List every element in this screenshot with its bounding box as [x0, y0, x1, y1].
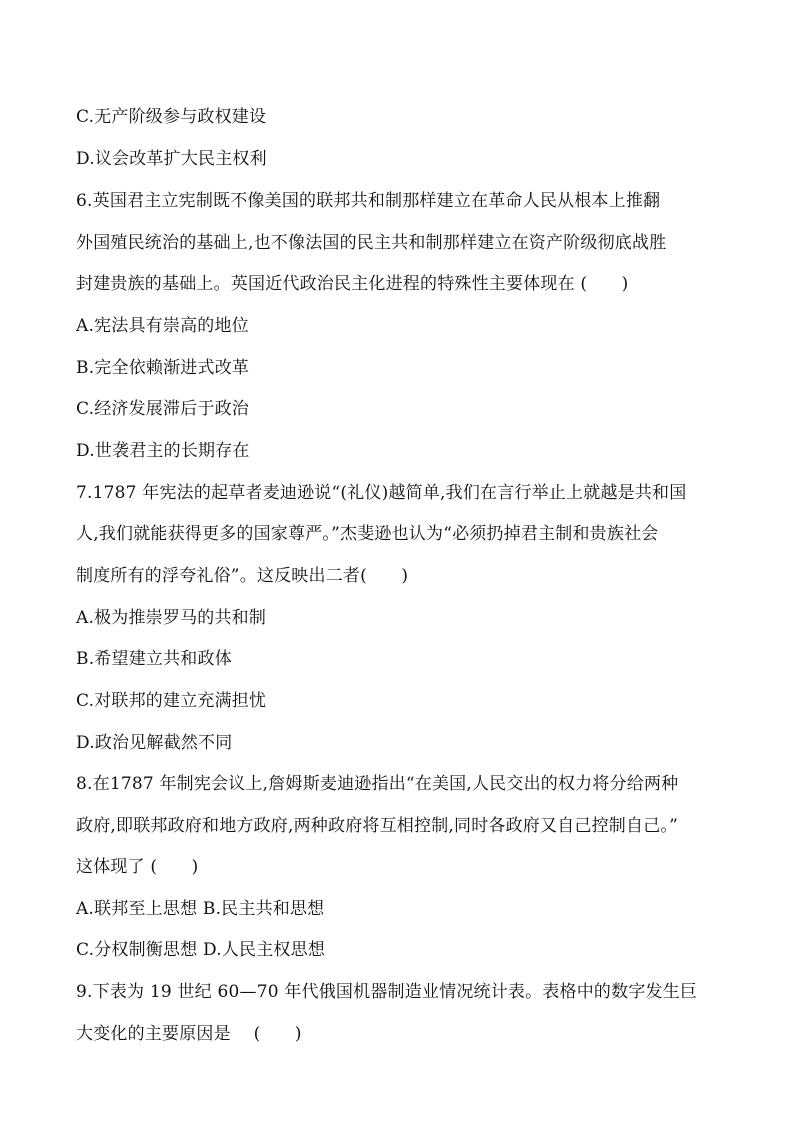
q8-options-ab: A.联邦至上思想 B.民主共和思想	[76, 899, 325, 919]
q6-option-d: D.世袭君主的长期存在	[76, 441, 250, 461]
q6-option-c: C.经济发展滞后于政治	[76, 399, 250, 419]
q8-options-cd: C.分权制衡思想 D.人民主权思想	[76, 940, 326, 960]
q9-stem-line-2: 大变化的主要原因是 ( )	[76, 1024, 302, 1044]
q6-stem-line-3: 封建贵族的基础上。英国近代政治民主化进程的特殊性主要体现在 ( )	[76, 274, 629, 294]
q7-option-b: B.希望建立共和政体	[76, 649, 232, 669]
q5-option-c: C.无产阶级参与政权建设	[76, 107, 267, 127]
q7-stem-line-2: 人,我们就能获得更多的国家尊严。”杰斐逊也认为“必须扔掉君主制和贵族社会	[76, 524, 659, 544]
q8-stem-line-3: 这体现了 ( )	[76, 857, 199, 877]
q7-option-a: A.极为推崇罗马的共和制	[76, 608, 267, 628]
q6-stem-line-1: 6.英国君主立宪制既不像美国的联邦共和制那样建立在革命人民从根本上推翻	[76, 191, 661, 211]
q8-stem-line-2: 政府,即联邦政府和地方政府,两种政府将互相控制,同时各政府又自己控制自己。”	[76, 816, 679, 836]
q5-option-d: D.议会改革扩大民主权利	[76, 149, 267, 169]
q7-option-c: C.对联邦的建立充满担忧	[76, 691, 267, 711]
q6-stem-line-2: 外国殖民统治的基础上,也不像法国的民主共和制那样建立在资产阶级彻底战胜	[76, 233, 667, 253]
q8-stem-line-1: 8.在1787 年制宪会议上,詹姆斯麦迪逊指出“在美国,人民交出的权力将分给两种	[76, 774, 679, 794]
q6-option-a: A.宪法具有崇高的地位	[76, 316, 249, 336]
q7-stem-line-3: 制度所有的浮夸礼俗”。这反映出二者( )	[76, 566, 409, 586]
q6-option-b: B.完全依赖渐进式改革	[76, 358, 250, 378]
q9-stem-line-1: 9.下表为 19 世纪 60—70 年代俄国机器制造业情况统计表。表格中的数字发生巨	[76, 982, 698, 1002]
q7-stem-line-1: 7.1787 年宪法的起草者麦迪逊说“(礼仪)越简单,我们在言行举止上就越是共和国	[76, 483, 687, 503]
q7-option-d: D.政治见解截然不同	[76, 733, 233, 753]
